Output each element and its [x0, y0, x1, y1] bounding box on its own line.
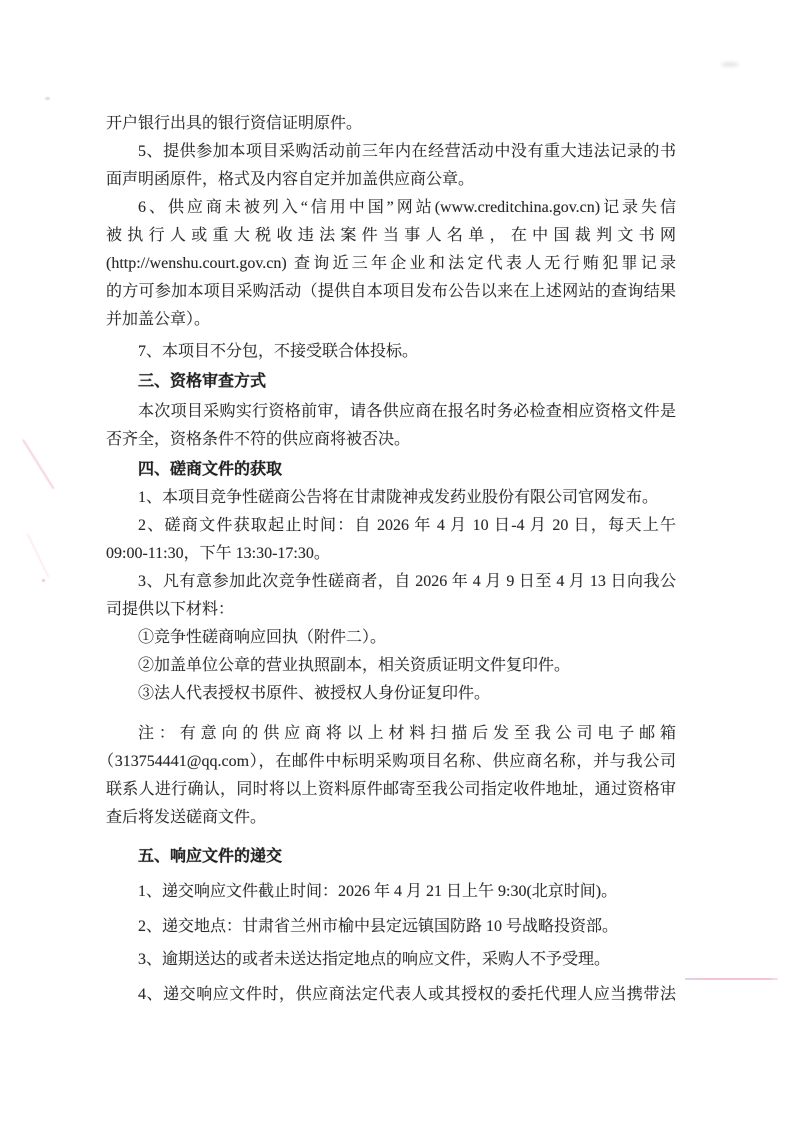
- doc-line: （313754441@qq.com），在邮件中标明采购项目名称、供应商名称，并与我公司: [98, 753, 676, 770]
- scan-smudge: [721, 62, 739, 67]
- doc-line: ①竞争性磋商响应回执（附件二）。: [138, 629, 387, 646]
- scan-scratch: [27, 533, 49, 577]
- doc-line: ③法人代表授权书原件、被授权人身份证复印件。: [138, 685, 491, 702]
- doc-line: 开户银行出具的银行资信证明原件。: [106, 115, 363, 132]
- doc-line: 1、递交响应文件截止时间：2026 年 4 月 21 日上午 9:30(北京时间)。: [138, 883, 618, 900]
- doc-line: 被执行人或重大税收违法案件当事人名单，在中国裁判文书网: [106, 227, 676, 244]
- doc-line: 否齐全，资格条件不符的供应商将被否决。: [106, 431, 411, 448]
- doc-line: 2、磋商文件获取起止时间：自 2026 年 4 月 10 日-4 月 20 日，每天上午: [138, 517, 676, 534]
- doc-line: 6、供应商未被列入“信用中国”网站(www.creditchina.gov.cn)记录失信: [138, 199, 676, 216]
- doc-line: 7、本项目不分包，不接受联合体投标。: [138, 343, 419, 360]
- doc-line: 联系人进行确认，同时将以上资料原件邮寄至我公司指定收件地址，通过资格审: [106, 781, 676, 798]
- scan-speck: [42, 579, 45, 582]
- doc-line: 司提供以下材料：: [106, 601, 235, 618]
- scan-scratch: [22, 439, 54, 489]
- section-heading: 五、响应文件的递交: [138, 848, 283, 865]
- doc-line: 3、逾期送达的或者未送达指定地点的响应文件，采购人不予受理。: [138, 951, 611, 968]
- doc-line: 注：有意向的供应商将以上材料扫描后发至我公司电子邮箱: [138, 725, 676, 742]
- doc-line: 面声明函原件，格式及内容自定并加盖供应商公章。: [106, 171, 475, 188]
- scan-pink-line: [685, 978, 778, 980]
- doc-line: 2、递交地点：甘肃省兰州市榆中县定远镇国防路 10 号战略投资部。: [138, 918, 619, 935]
- section-heading: 三、资格审查方式: [138, 373, 267, 390]
- doc-line: 5、提供参加本项目采购活动前三年内在经营活动中没有重大违法记录的书: [138, 143, 676, 160]
- doc-line: ②加盖单位公章的营业执照副本，相关资质证明文件复印件。: [138, 657, 571, 674]
- doc-line: 查后将发送磋商文件。: [106, 809, 267, 826]
- document-body: [98, 110, 676, 1009]
- doc-line: (http://wenshu.court.gov.cn) 查询近三年企业和法定代表人无行贿犯罪记录: [106, 255, 676, 272]
- doc-line: 本次项目采购实行资格前审，请各供应商在报名时务必检查相应资格文件是: [138, 403, 676, 420]
- doc-line: 的方可参加本项目采购活动（提供自本项目发布公告以来在上述网站的查询结果: [106, 283, 676, 300]
- doc-line: 09:00-11:30，下午 13:30-17:30。: [106, 545, 330, 562]
- scan-speck: [45, 97, 50, 100]
- doc-line: 并加盖公章）。: [106, 311, 211, 328]
- doc-line: 4、递交响应文件时，供应商法定代表人或其授权的委托代理人应当携带法: [138, 986, 676, 1003]
- doc-line: 1、本项目竞争性磋商公告将在甘肃陇神戎发药业股份有限公司官网发布。: [138, 489, 659, 506]
- doc-line: 3、凡有意参加此次竞争性磋商者，自 2026 年 4 月 9 日至 4 月 13 日向我公: [138, 573, 676, 590]
- section-heading: 四、磋商文件的获取: [138, 461, 283, 478]
